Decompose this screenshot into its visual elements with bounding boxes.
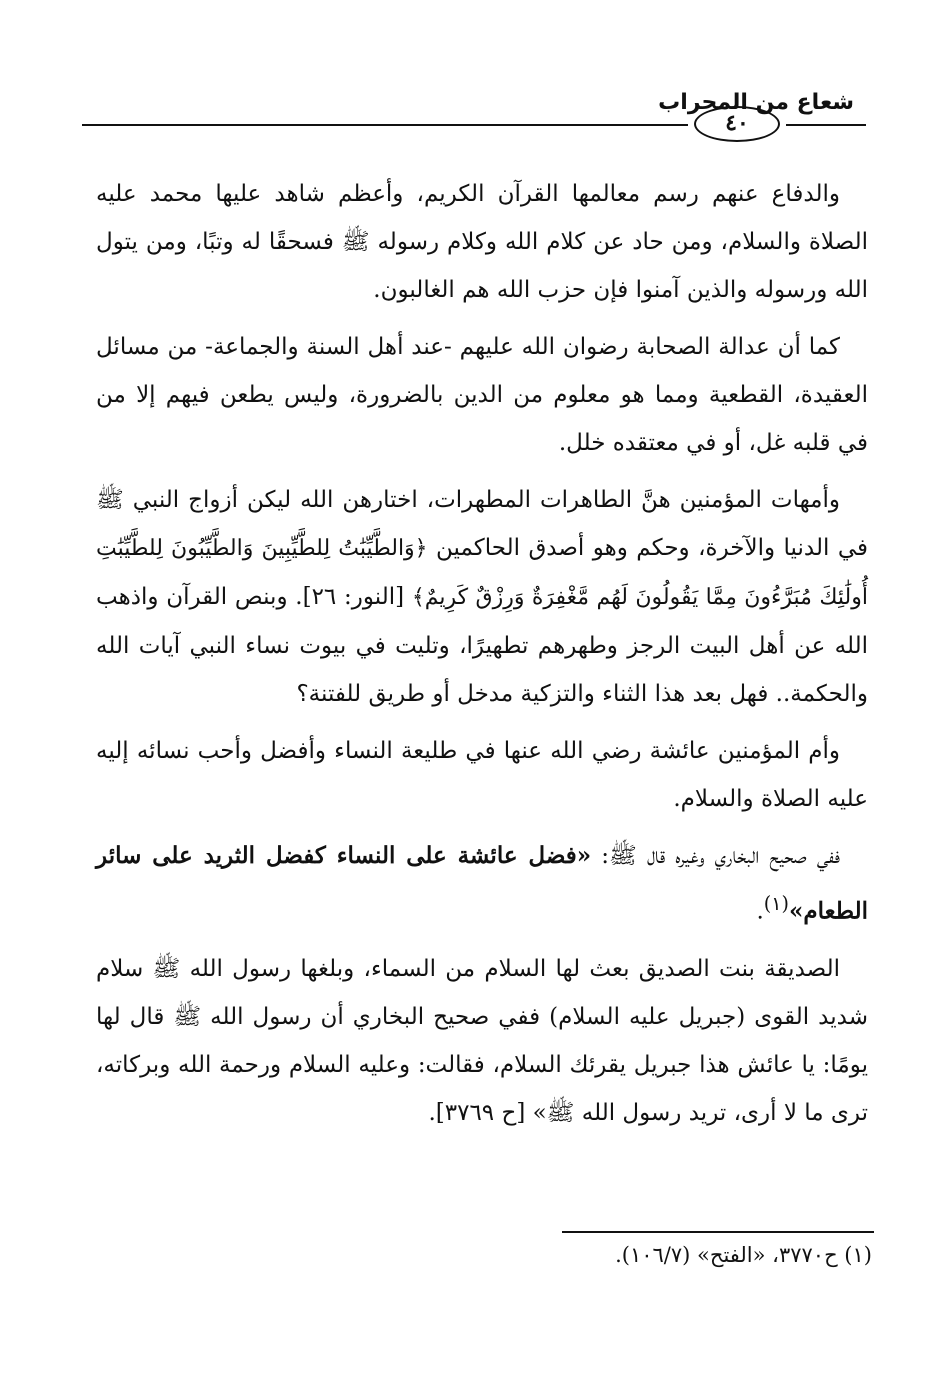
paragraph: كما أن عدالة الصحابة رضوان الله عليهم -عند أهل السنة والجماعة- من مسائل العقيدة، القطعية ومما هو معلوم من الدين بالضرورة، وليس يطعن فيهم إلا من في قلبه غل، أو في معتقده خلل. [96, 334, 868, 456]
header-rule [82, 124, 688, 126]
paragraph-text: . [756, 898, 764, 925]
paragraph: الصديقة بنت الصديق بعث لها السلام من السماء، وبلغها رسول الله ﷺ سلام شديد القوى (جبريل عليه السلام) ففي صحيح البخاري أن رسول الله ﷺ قال لها يومًا: يا عائش هذا جبريل يقرئك السلام، فقالت: وعليه السلام ورحمة الله وبركاته، ترى ما لا أرى، تريد رسول الله ﷺ» [ح ٣٧٦٩]. [96, 955, 868, 1126]
main-text [96, 170, 868, 1146]
paragraph: والدفاع عنهم رسم معالمها القرآن الكريم، وأعظم شاهد عليها محمد عليه الصلاة والسلام، ومن حاد عن كلام الله وكلام رسوله ﷺ فسحقًا له وتبًا، ومن يتول الله ورسوله والذين آمنوا فإن حزب الله هم الغالبون. [96, 181, 868, 303]
book-title: شعاع من المحراب [658, 90, 854, 115]
page-number: ٤٠ [694, 106, 780, 142]
footnote-rule [562, 1231, 874, 1233]
header-rule-right [786, 124, 866, 126]
paragraph-text: ففي صحيح البخاري وغيره قال ﷺ: [591, 843, 840, 869]
paragraph [96, 476, 868, 718]
hadith-quote: «فضل عائشة على النساء كفضل الثريد على سائر الطعام» [96, 842, 868, 925]
paragraph: وأم المؤمنين عائشة رضي الله عنها في طليعة النساء وأفضل وأحب نسائه إليه عليه الصلاة والسلام. [96, 738, 868, 812]
paragraph [96, 832, 868, 936]
paragraph-text: [النور: ٢٦]. وبنص القرآن واذهب الله عن أهل البيت الرجز وطهرهم تطهيرًا، وتليت في بيوت نساء النبي آيات الله والحكمة.. فهل بعد هذا الثناء والتزكية مدخل أو طريق للفتنة؟ [96, 584, 868, 707]
footnote: (١) ح٣٧٧٠، «الفتح» (١٠٦/٧). [615, 1243, 872, 1267]
page-header [82, 80, 864, 140]
paragraph-text: وأمهات المؤمنين هنَّ الطاهرات المطهرات، اختارهن الله ليكن أزواج النبي ﷺ في الدنيا والآخرة، وحكم وهو أصدق الحاكمين [96, 487, 868, 561]
footnote-ref: (١) [763, 892, 790, 915]
quran-verse: ﴿وَالطَّيِّبَٰتُ لِلطَّيِّبِينَ وَالطَّيِّبُونَ لِلطَّيِّبَٰتِ أُولَٰئِكَ مُبَرَّءُونَ مِمَّا يَقُولُونَ لَهُم مَّغْفِرَةٌ وَرِزْقٌ كَرِيمٌ﴾ [96, 536, 868, 610]
